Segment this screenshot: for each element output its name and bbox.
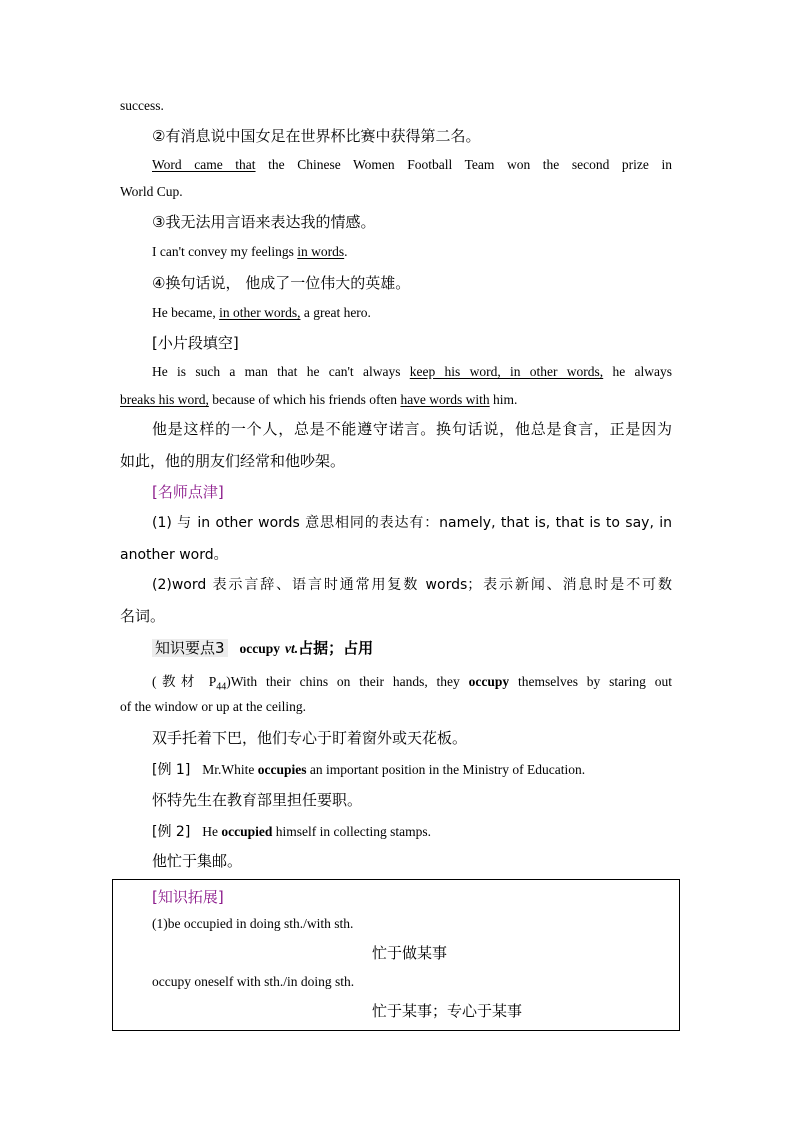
bold-keyword: occupied <box>221 824 273 839</box>
fill-in-chinese: 如此，他的朋友们经常和他吵架。 <box>120 452 346 470</box>
text-span: He became, <box>152 305 220 320</box>
example-english <box>152 157 672 173</box>
page-subscript: 44 <box>216 681 227 693</box>
example-english <box>152 759 672 779</box>
text-span: him. <box>489 392 518 407</box>
example-chinese: ②有消息说中国女足在世界杯比赛中获得第二名。 <box>152 127 481 145</box>
example-english <box>152 244 672 260</box>
teacher-tip-heading: [名师点津] <box>152 483 224 501</box>
underlined-phrase: Word came that <box>152 157 256 172</box>
box-phrase: (1)be occupied in doing sth./with sth. <box>152 916 354 931</box>
text-span: (教材 P <box>152 674 217 689</box>
text-span: I can't convey my feelings <box>152 244 298 259</box>
text-line: success. <box>120 98 164 113</box>
tip-line: another word。 <box>120 547 228 563</box>
text-span: Mr.White <box>202 762 258 777</box>
underlined-phrase: in other words, <box>219 305 301 320</box>
fill-in-english <box>152 364 672 380</box>
box-title: [知识拓展] <box>152 888 224 906</box>
example-english <box>152 305 672 321</box>
text-span: . <box>344 244 348 259</box>
text-span: himself in collecting stamps. <box>272 824 432 839</box>
text-span: the Chinese Women Football Team won the second prize in <box>255 157 672 172</box>
example-label: [例 1] <box>152 762 191 778</box>
text-line: World Cup. <box>120 184 183 199</box>
text-span: themselves by staring out <box>509 674 672 689</box>
example-english <box>152 821 672 841</box>
textbook-sentence: of the window or up at the ceiling. <box>120 699 306 714</box>
text-span: He <box>202 824 222 839</box>
tip-line: (1) 与 in other words 意思相同的表达有：namely, that is, that is to say, in <box>152 515 672 531</box>
textbook-sentence <box>152 670 672 693</box>
example-chinese: 怀特先生在教育部里担任要职。 <box>152 791 363 809</box>
textbook-translation: 双手托着下巴，他们专心于盯着窗外或天花板。 <box>152 729 468 747</box>
knowledge-point-tag: 知识要点3 <box>152 639 228 657</box>
headword-meaning: 占据；占用 <box>298 639 374 657</box>
bold-keyword: occupy <box>468 674 510 689</box>
section-heading: [小片段填空] <box>152 334 239 352</box>
box-phrase: occupy oneself with sth./in doing sth. <box>152 974 355 989</box>
example-chinese: 他忙于集邮。 <box>152 852 243 870</box>
text-span: He is such a man that he can't always <box>152 364 410 379</box>
box-phrase-meaning: 忙于某事；专心于某事 <box>372 1002 523 1020</box>
tip-line: (2)word 表示言辞、语言时通常用复数 words；表示新闻、消息时是不可数 <box>152 577 672 593</box>
tip-line: 名词。 <box>120 607 166 625</box>
text-span: he always <box>603 364 672 379</box>
fill-in-english <box>120 392 672 408</box>
knowledge-point-heading <box>152 637 672 658</box>
example-chinese: ④换句话说， 他成了一位伟大的英雄。 <box>152 274 411 292</box>
example-label: [例 2] <box>152 824 191 840</box>
text-span: a great hero. <box>300 305 371 320</box>
box-phrase-meaning: 忙于做某事 <box>372 944 448 962</box>
bold-keyword: occupies <box>257 762 307 777</box>
underlined-phrase: have words with <box>400 392 490 407</box>
text-span: an important position in the Ministry of Education. <box>306 762 586 777</box>
part-of-speech: vt. <box>285 641 299 656</box>
text-span: )With their chins on their hands, they <box>226 674 469 689</box>
text-span: because of which his friends often <box>208 392 401 407</box>
example-chinese: ③我无法用言语来表达我的情感。 <box>152 213 376 231</box>
underlined-phrase: keep his word, in other words, <box>409 364 604 379</box>
fill-in-chinese: 他是这样的一个人，总是不能遵守诺言。换句话说，他总是食言，正是因为 <box>152 420 672 438</box>
underlined-phrase: in words <box>297 244 345 259</box>
underlined-phrase: breaks his word, <box>120 392 209 407</box>
headword: occupy <box>239 641 281 656</box>
